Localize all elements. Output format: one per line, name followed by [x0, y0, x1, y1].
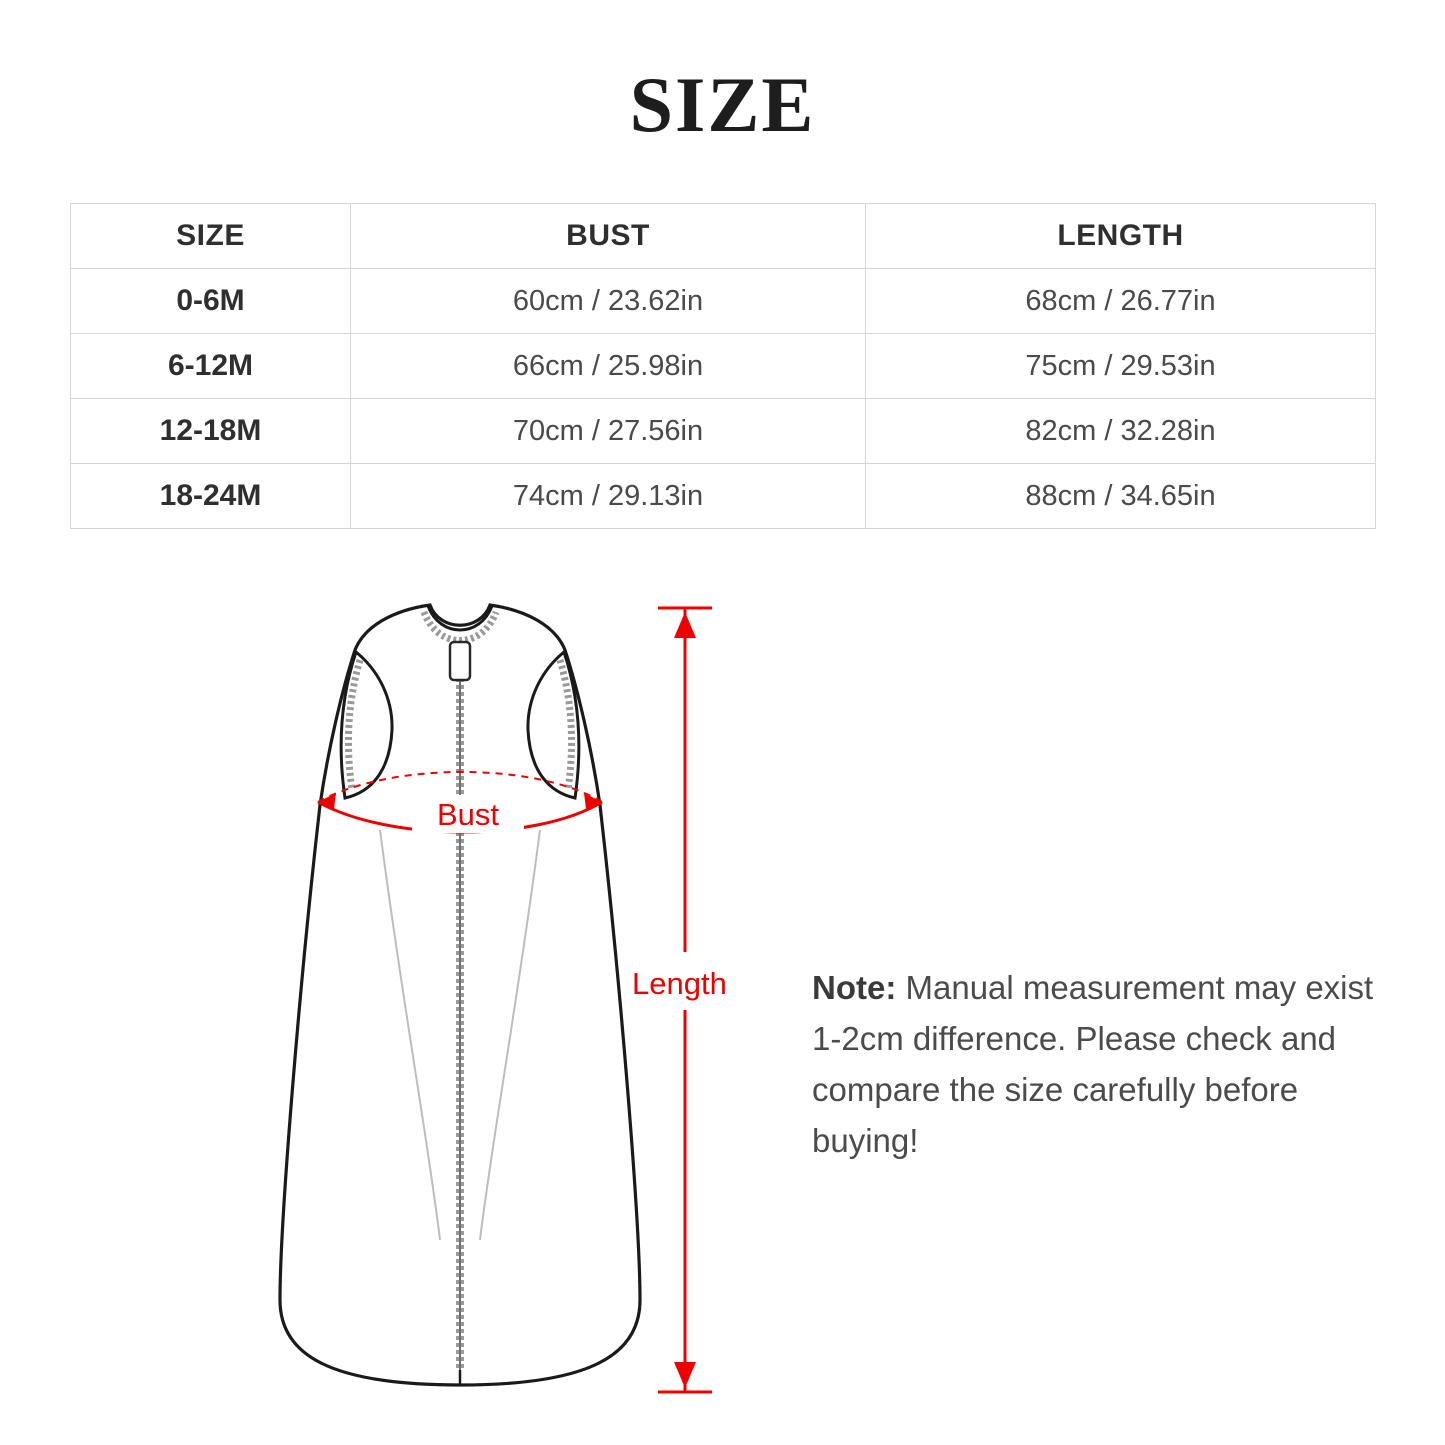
table-row: [71, 399, 1376, 464]
length-arrow-up: [674, 612, 696, 638]
size-chart-table: [70, 203, 1376, 529]
note-label: Note:: [812, 969, 897, 1006]
cell-length: 75cm / 29.53in: [866, 334, 1376, 399]
length-arrow-down: [674, 1362, 696, 1388]
table-header-row: [71, 204, 1376, 269]
cell-size: 0-6M: [71, 269, 351, 334]
cell-length: 88cm / 34.65in: [866, 464, 1376, 529]
bust-label: Bust: [436, 797, 500, 832]
cell-bust: 74cm / 29.13in: [351, 464, 866, 529]
cell-size: 6-12M: [71, 334, 351, 399]
header-length: LENGTH: [866, 204, 1376, 269]
cell-length: 82cm / 32.28in: [866, 399, 1376, 464]
cell-bust: 66cm / 25.98in: [351, 334, 866, 399]
cell-bust: 70cm / 27.56in: [351, 399, 866, 464]
table-row: [71, 464, 1376, 529]
header-bust: BUST: [351, 204, 866, 269]
table-row: [71, 334, 1376, 399]
cell-size: 18-24M: [71, 464, 351, 529]
length-label: Length: [632, 966, 727, 1001]
zipper-pull: [450, 642, 470, 680]
cell-size: 12-18M: [71, 399, 351, 464]
page-title: SIZE: [629, 61, 816, 148]
note-block: [812, 962, 1392, 1167]
cell-bust: 60cm / 23.62in: [351, 269, 866, 334]
header-size: SIZE: [71, 204, 351, 269]
cell-length: 68cm / 26.77in: [866, 269, 1376, 334]
table-row: [71, 269, 1376, 334]
note-text: Manual measurement may exist 1-2cm difference. Please check and compare the size carefully before buying!: [812, 969, 1374, 1160]
